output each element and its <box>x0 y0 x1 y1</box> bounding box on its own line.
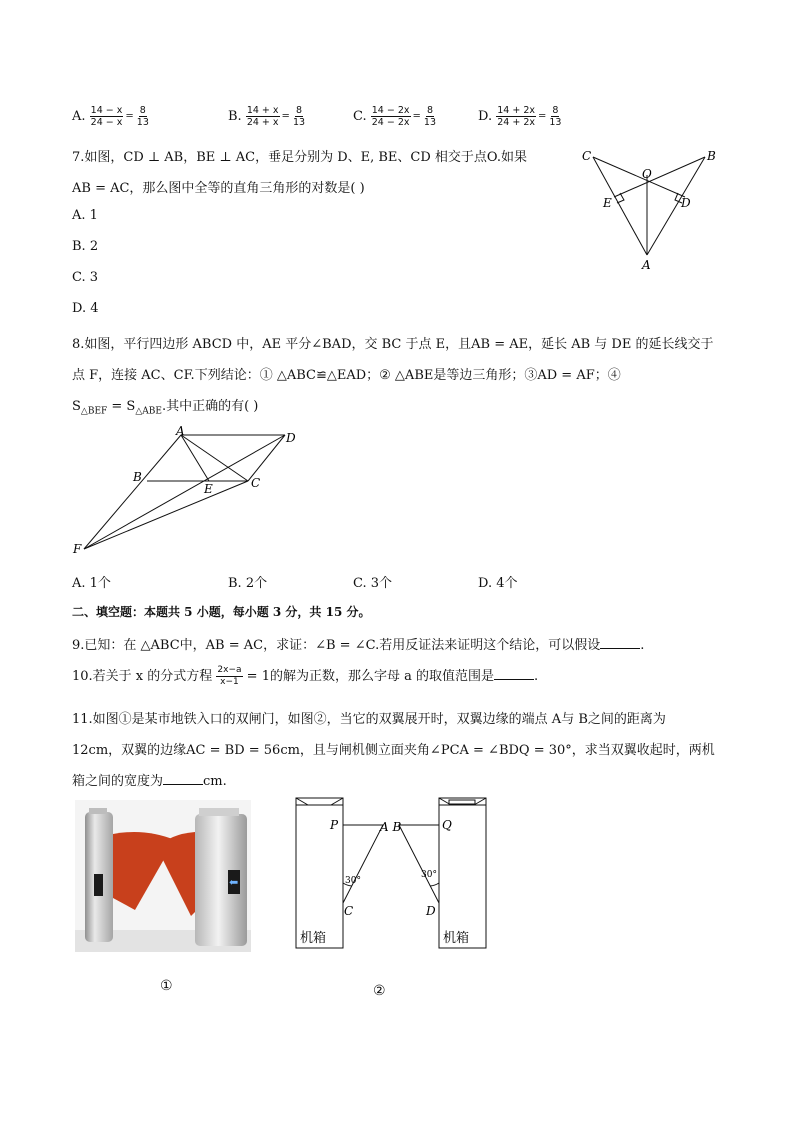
q8-option-d: D. 4个 <box>478 576 518 591</box>
left-wing-edge <box>343 825 383 903</box>
q7-option-b: B. 2 <box>72 239 99 254</box>
q7-line-ca <box>593 157 647 255</box>
q11-line2: 12cm，双翼的边缘AC = BD = 56cm，且与闸机侧立面夹角∠PCA = ∠BDQ = 30°，求当双翼收起时，两机 <box>72 743 715 758</box>
q7-figure <box>578 145 728 275</box>
q7-option-c: C. 3 <box>72 270 99 285</box>
q8-label-d: D <box>286 431 296 445</box>
q8-figure <box>70 425 310 560</box>
q7-line1: 7.如图，CD ⊥ AB，BE ⊥ AC，垂足分别为 D、E, BE、CD 相交于点O.如果 <box>72 150 527 165</box>
label-d: D <box>426 904 436 918</box>
q8-line-af <box>84 435 181 549</box>
q8-line-ae <box>181 435 209 481</box>
q8-option-b: B. 2个 <box>228 576 268 591</box>
q8-label-a: A <box>176 425 185 438</box>
label-q: Q <box>442 818 452 832</box>
q8-label-e: E <box>204 482 213 496</box>
q8-label-f: F <box>73 542 82 556</box>
q8-line3: $S_{\triangle BEF} = S_{\triangle ABE}$.其中正确的有( ) <box>72 399 259 417</box>
right-wing-edge <box>399 825 439 903</box>
label-p: P <box>330 818 339 832</box>
q6-option-b: B. $\frac{14 + x}{24 + x}$ = $\frac{8}{13}$ <box>228 105 306 128</box>
q11-figure-1-caption: ① <box>160 978 173 994</box>
q8-line-df <box>84 435 285 549</box>
q7-label-a: A <box>642 258 651 272</box>
q9-text: 9.已知：在 △ABC中，AB = AC，求证：∠B = ∠C.若用反证法来证明这个结论，可以假设 . <box>72 638 645 653</box>
q8-option-c: C. 3个 <box>353 576 393 591</box>
q9-answer-blank <box>600 636 640 649</box>
q7-line-ba <box>647 157 705 255</box>
q7-label-e: E <box>603 196 612 210</box>
q11-figure-1-photo <box>75 800 251 952</box>
q8-label-b: B <box>133 470 142 484</box>
q8-line-dc <box>248 435 285 481</box>
q7-label-o: O <box>642 167 652 181</box>
q11-figure-2-diagram <box>290 795 490 955</box>
q10-text: 10.若关于 x 的分式方程 $\frac{2x-a}{x-1}$ = 1的解为正数，那么字母 a 的取值范围是 . <box>72 665 539 687</box>
q10-answer-blank <box>494 667 534 680</box>
q11-line3: 箱之间的宽度为 cm. <box>72 774 227 789</box>
label-ab: A B <box>380 820 402 834</box>
q8-line-ac <box>181 435 248 481</box>
q7-line-be <box>614 157 705 197</box>
q8-label-c: C <box>251 476 261 490</box>
q7-option-d: D. 4 <box>72 301 99 316</box>
q7-label-c: C <box>582 149 592 163</box>
q11-line1: 11.如图①是某市地铁入口的双闸门，如图②，当它的双翼展开时，双翼边缘的端点 A与 B之间的距离为 <box>72 712 666 727</box>
q7-label-b: B <box>707 149 716 163</box>
label-box-left: 机箱 <box>300 931 327 946</box>
q6-option-a: A. $\frac{14 - x}{24 - x}$ = $\frac{8}{13}$ <box>72 105 149 128</box>
q6-option-d: D. $\frac{14 + 2x}{24 + 2x}$ = $\frac{8}{13}$ <box>478 105 562 128</box>
q11-figure-2-caption: ② <box>373 983 386 999</box>
section-2-title: 二、填空题：本题共 5 小题，每小题 3 分，共 15 分。 <box>72 605 371 619</box>
label-box-right: 机箱 <box>443 931 470 946</box>
left-sensor-panel <box>94 874 103 896</box>
q7-option-a: A. 1 <box>72 208 98 223</box>
arrow-left-icon: ⬅ <box>229 876 239 889</box>
q7-line-cd <box>593 157 685 197</box>
right-box-slot <box>449 800 475 804</box>
q8-line-fc <box>84 481 248 549</box>
q7-label-d: D <box>681 196 691 210</box>
q8-option-a: A. 1个 <box>72 576 111 591</box>
label-angle-right: 30° <box>421 870 437 880</box>
q7-line2: AB = AC，那么图中全等的直角三角形的对数是( ) <box>72 181 365 196</box>
q8-line1: 8.如图，平行四边形 ABCD 中，AE 平分∠BAD，交 BC 于点 E，且AB = AE，延长 AB 与 DE 的延长线交于 <box>72 337 714 352</box>
q10-fraction: $\frac{2x-a}{x-1}$ <box>217 665 242 687</box>
label-c: C <box>344 904 354 918</box>
q11-answer-blank <box>163 772 203 785</box>
q8-line2: 点 F，连接 AC、CF.下列结论：① △ABC≌△EAD；② △ABE是等边三角形；③AD = AF；④ <box>72 368 621 383</box>
label-angle-left: 30° <box>345 876 361 886</box>
q6-option-c: C. $\frac{14 - 2x}{24 - 2x}$ = $\frac{8}{13}$ <box>353 105 437 128</box>
